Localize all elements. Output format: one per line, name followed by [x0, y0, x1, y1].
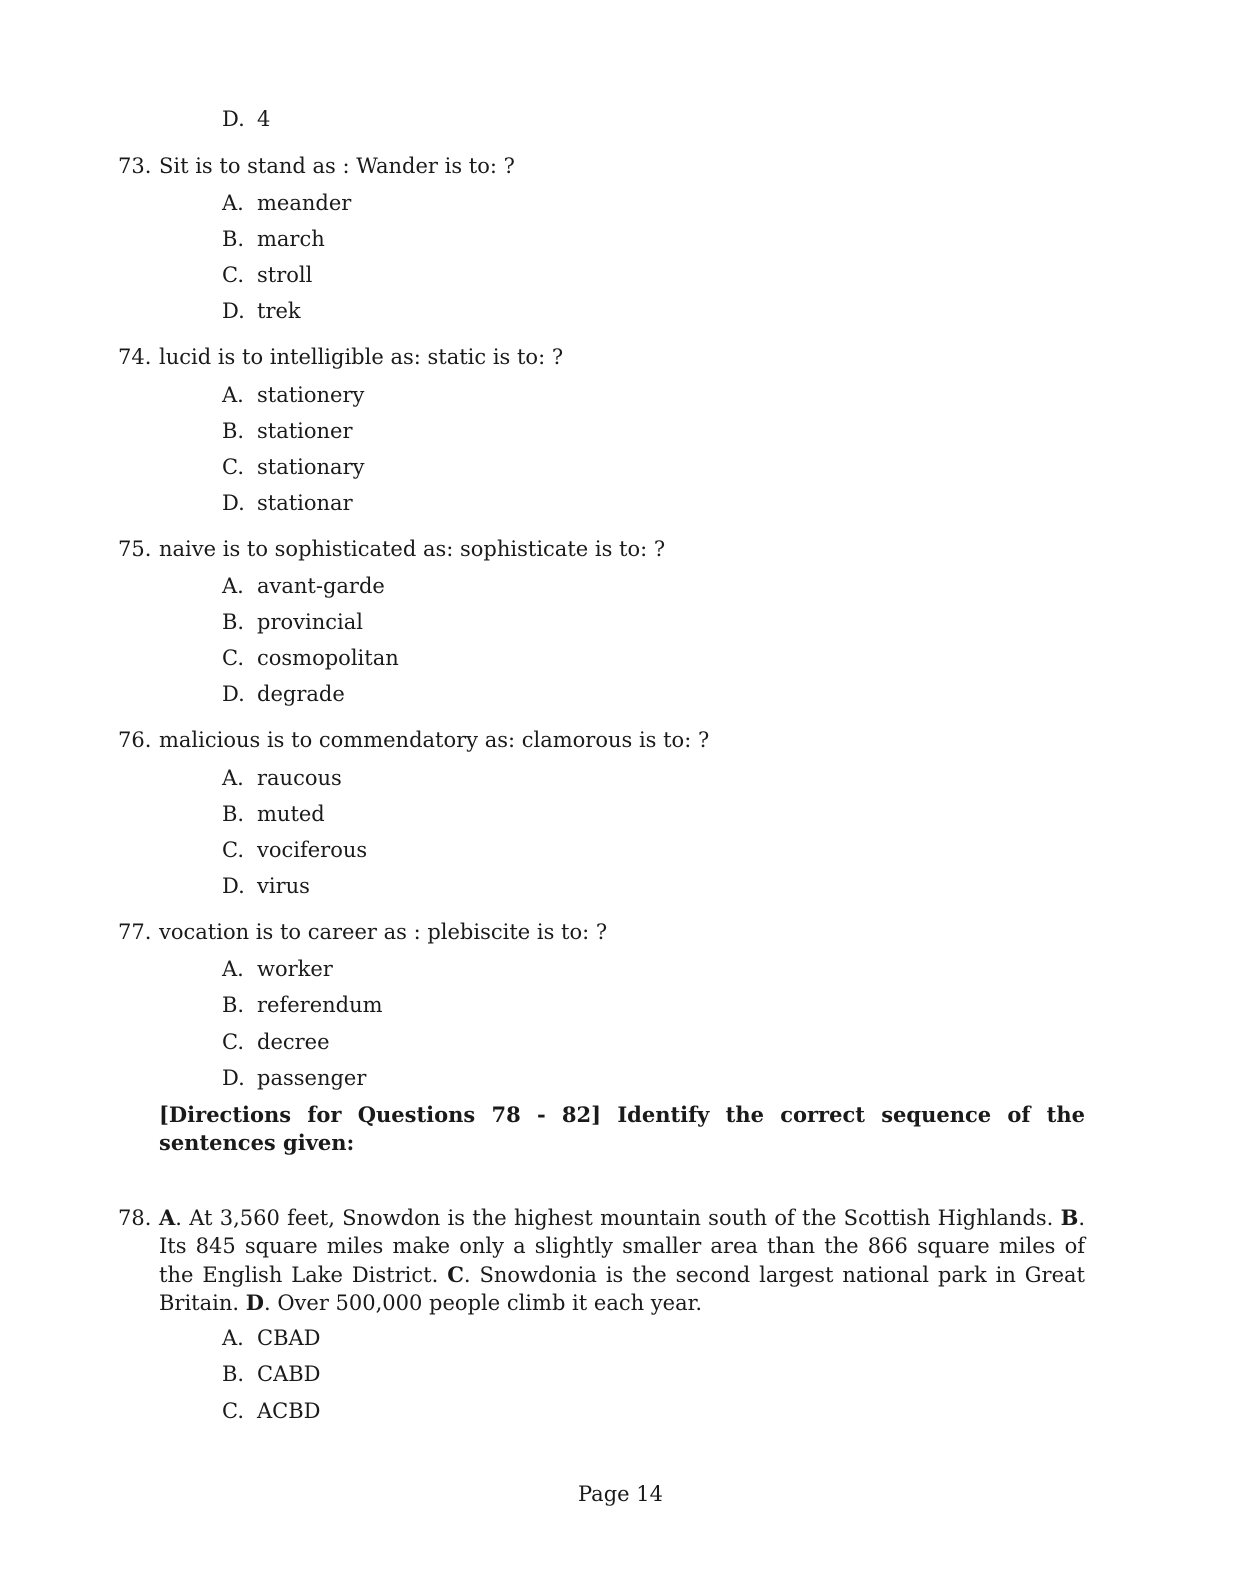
question-number: 77.	[118, 920, 152, 944]
option-text: virus	[257, 874, 310, 898]
option-letter: B.	[222, 610, 245, 634]
option-text: worker	[257, 957, 333, 981]
question-number: 76.	[118, 728, 152, 752]
option-letter: A.	[222, 1326, 244, 1350]
question-text: vocation is to career as : plebiscite is to: ?	[159, 920, 608, 944]
option-letter: D.	[222, 299, 245, 323]
option-text: cosmopolitan	[257, 646, 399, 670]
option-text: CBAD	[257, 1326, 321, 1350]
option-letter: D.	[222, 874, 245, 898]
page-number: Page 14	[578, 1482, 663, 1506]
option-text: decree	[257, 1030, 330, 1054]
option-text: trek	[257, 299, 301, 323]
option-letter: B.	[222, 993, 245, 1017]
option-letter: A.	[222, 766, 244, 790]
option-text: raucous	[257, 766, 342, 790]
question-number: 74.	[118, 345, 152, 369]
question-number: 73.	[118, 154, 152, 178]
option-text: provincial	[257, 610, 363, 634]
option-letter: D.	[222, 107, 245, 131]
sentence-text: . Over 500,000 people climb it each year.	[263, 1290, 703, 1315]
option-letter: A.	[222, 574, 244, 598]
option-letter: A.	[222, 191, 244, 215]
option-text: muted	[257, 802, 325, 826]
option-text: stationery	[257, 383, 365, 407]
sentence-label: D	[245, 1289, 264, 1315]
option-letter: C.	[222, 263, 244, 287]
option-text: CABD	[257, 1362, 321, 1386]
option-letter: C.	[222, 1399, 244, 1423]
option-letter: D.	[222, 1066, 245, 1090]
option-letter: C.	[222, 838, 244, 862]
option-text: march	[257, 227, 325, 251]
option-text: stationer	[257, 419, 353, 443]
question-text: naive is to sophisticated as: sophisticate is to: ?	[159, 537, 666, 561]
option-letter: D.	[222, 682, 245, 706]
sentence-text: . Snowdonia is the second largest national park in Great Britain.	[159, 1262, 1085, 1315]
sentence-text: . Its 845 square miles make only a slightly smaller area than the 866 square miles of the English Lake District.	[159, 1206, 1085, 1287]
question-text: malicious is to commendatory as: clamorous is to: ?	[159, 728, 710, 752]
sentence-label: C	[447, 1261, 464, 1287]
sentence-text: . At 3,560 feet, Snowdon is the highest mountain south of the Scottish Highlands.	[175, 1206, 1061, 1230]
directions-heading: [Directions for Questions 78 - 82] Identify the correct sequence of the sentences given:	[159, 1102, 1085, 1155]
option-letter: C.	[222, 1030, 244, 1054]
question-text: Sit is to stand as : Wander is to: ?	[159, 154, 515, 178]
option-letter: B.	[222, 802, 245, 826]
option-text: stationar	[257, 491, 353, 515]
option-text: passenger	[257, 1066, 367, 1090]
option-text: meander	[257, 191, 352, 215]
option-letter: B.	[222, 227, 245, 251]
option-text: ACBD	[257, 1399, 321, 1423]
option-letter: A.	[222, 957, 244, 981]
sentence-label: B	[1060, 1205, 1079, 1230]
option-text: vociferous	[257, 838, 368, 862]
option-letter: B.	[222, 1362, 245, 1386]
option-letter: C.	[222, 455, 244, 479]
option-text: referendum	[257, 993, 383, 1017]
option-text: avant-garde	[257, 574, 385, 598]
question-number: 78.	[118, 1206, 152, 1230]
option-text: 4	[257, 107, 271, 131]
option-letter: B.	[222, 419, 245, 443]
question-number: 75.	[118, 537, 152, 561]
option-letter: C.	[222, 646, 244, 670]
option-text: degrade	[257, 682, 345, 706]
sentence-label: A	[159, 1205, 176, 1230]
question-paragraph	[159, 1204, 1085, 1317]
option-letter: D.	[222, 491, 245, 515]
option-text: stationary	[257, 455, 365, 479]
question-text: lucid is to intelligible as: static is to: ?	[159, 345, 564, 369]
option-letter: A.	[222, 383, 244, 407]
option-text: stroll	[257, 263, 313, 287]
